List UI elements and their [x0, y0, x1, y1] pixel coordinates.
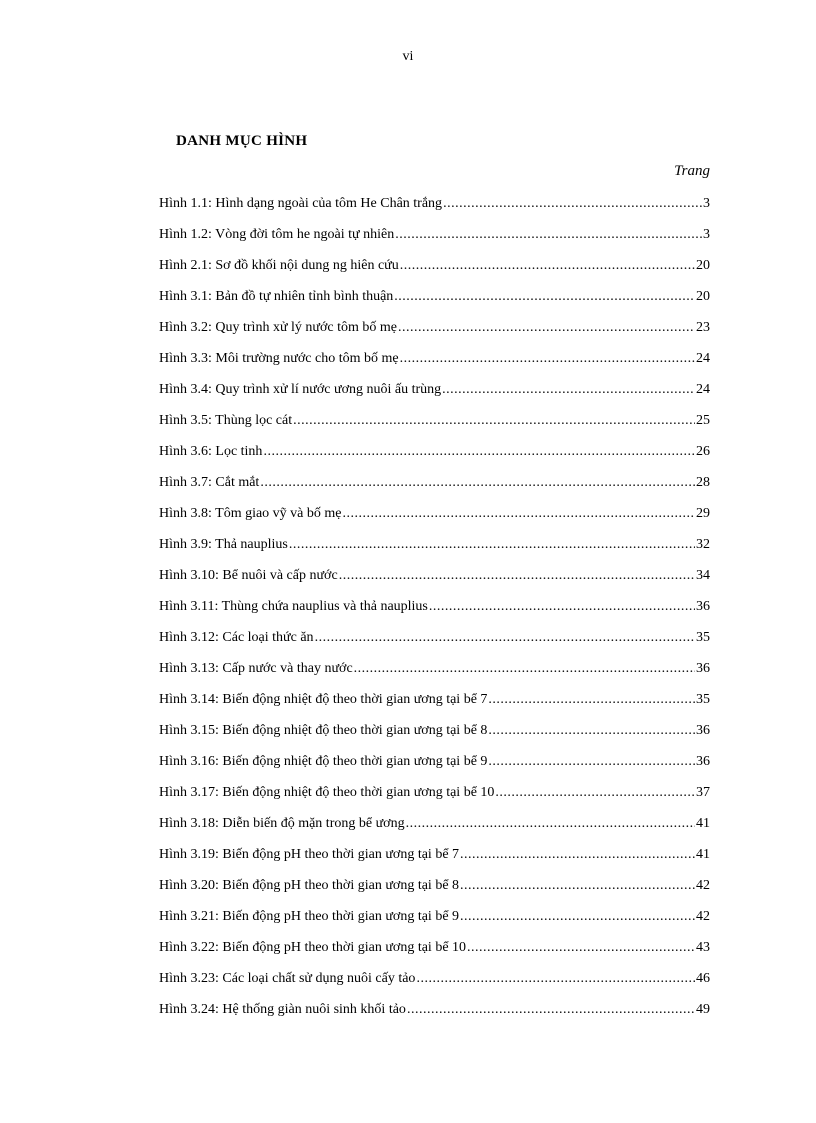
figure-entry-label: Hình 3.5: Thùng lọc cát: [159, 413, 293, 428]
figure-entry-page: 23: [696, 320, 710, 335]
dot-leader: [495, 783, 695, 803]
figure-entry[interactable]: [159, 379, 710, 410]
figure-entry-page: 43: [696, 940, 710, 955]
dot-leader: [406, 814, 695, 834]
dot-leader: [400, 349, 695, 369]
dot-leader: [339, 566, 695, 586]
figure-entry[interactable]: [159, 503, 710, 534]
figure-entry[interactable]: [159, 317, 710, 348]
dot-leader: [395, 225, 702, 245]
figure-entry-label: Hình 3.12: Các loại thức ăn: [159, 630, 314, 645]
figure-entry-page: 46: [696, 971, 710, 986]
figure-entry-label: Hình 3.4: Quy trình xử lí nước ương nuôi ấu trùng: [159, 382, 442, 397]
figure-entry[interactable]: [159, 875, 710, 906]
figure-entry-page: 24: [696, 382, 710, 397]
figure-entry[interactable]: [159, 627, 710, 658]
figure-entry-page: 20: [696, 258, 710, 273]
figure-entry[interactable]: [159, 999, 710, 1030]
figure-entry-label: Hình 3.1: Bản đồ tự nhiên tỉnh bình thuận: [159, 289, 394, 304]
figure-entry-page: 32: [696, 537, 710, 552]
dot-leader: [460, 907, 695, 927]
figure-entry-label: Hình 3.22: Biến động pH theo thời gian ương tại bể 10: [159, 940, 467, 955]
figure-list: [159, 193, 710, 1030]
dot-leader: [488, 690, 695, 710]
figure-entry[interactable]: [159, 782, 710, 813]
figure-entry-label: Hình 3.6: Lọc tinh: [159, 444, 263, 459]
figure-entry-label: Hình 3.13: Cấp nước và thay nước: [159, 661, 353, 676]
dot-leader: [354, 659, 695, 679]
dot-leader: [343, 504, 696, 524]
figure-entry[interactable]: [159, 472, 710, 503]
figure-entry-label: Hình 3.9: Thả nauplius: [159, 537, 288, 552]
figure-entry-label: Hình 3.20: Biến động pH theo thời gian ương tại bể 8: [159, 878, 460, 893]
figure-entry-page: 35: [696, 692, 710, 707]
figure-entry-label: Hình 3.2: Quy trình xử lý nước tôm bố mẹ: [159, 320, 398, 335]
figure-entry-label: Hình 3.11: Thùng chứa nauplius và thả nauplius: [159, 599, 428, 614]
figure-entry[interactable]: [159, 193, 710, 224]
figure-entry[interactable]: [159, 534, 710, 565]
figure-entry-page: 34: [696, 568, 710, 583]
figure-entry-page: 41: [696, 847, 710, 862]
figure-entry-label: Hình 3.18: Diễn biến độ mặn trong bể ương: [159, 816, 405, 831]
figure-entry-label: Hình 3.8: Tôm giao vỹ và bố mẹ: [159, 506, 342, 521]
figure-entry-page: 36: [696, 661, 710, 676]
figure-entry-page: 49: [696, 1002, 710, 1017]
figure-entry-label: Hình 3.7: Cắt mắt: [159, 475, 260, 490]
figure-entry-label: Hình 3.24: Hệ thống giàn nuôi sinh khối tảo: [159, 1002, 406, 1017]
figure-entry-page: 42: [696, 909, 710, 924]
figure-entry-label: Hình 3.21: Biến động pH theo thời gian ương tại bể 9: [159, 909, 460, 924]
dot-leader: [315, 628, 695, 648]
figure-entry[interactable]: [159, 689, 710, 720]
dot-leader: [488, 752, 695, 772]
page-title: DANH MỤC HÌNH: [176, 133, 308, 149]
figure-entry-label: Hình 3.10: Bể nuôi và cấp nước: [159, 568, 338, 583]
figure-entry[interactable]: [159, 751, 710, 782]
figure-entry-page: 36: [696, 723, 710, 738]
figure-entry-label: Hình 3.19: Biến động pH theo thời gian ương tại bể 7: [159, 847, 460, 862]
dot-leader: [488, 721, 695, 741]
figure-entry-label: Hình 1.2: Vòng đời tôm he ngoài tự nhiên: [159, 227, 395, 242]
dot-leader: [416, 969, 695, 989]
dot-leader: [467, 938, 695, 958]
dot-leader: [460, 876, 695, 896]
figure-entry-page: 28: [696, 475, 710, 490]
figure-entry-page: 41: [696, 816, 710, 831]
figure-entry-label: Hình 3.17: Biến động nhiệt độ theo thời gian ương tại bể 10: [159, 785, 495, 800]
figure-entry-page: 29: [696, 506, 710, 521]
dot-leader: [260, 473, 695, 493]
figure-entry[interactable]: [159, 565, 710, 596]
dot-leader: [407, 1000, 695, 1020]
dot-leader: [400, 256, 695, 276]
figure-entry[interactable]: [159, 255, 710, 286]
page-number: vi: [402, 49, 414, 64]
figure-entry-label: Hình 1.1: Hình dạng ngoài của tôm He Chân trắng: [159, 196, 443, 211]
figure-entry[interactable]: [159, 720, 710, 751]
figure-entry[interactable]: [159, 937, 710, 968]
dot-leader: [460, 845, 695, 865]
dot-leader: [263, 442, 695, 462]
figure-entry[interactable]: [159, 596, 710, 627]
figure-entry-page: 3: [703, 196, 710, 211]
figure-entry-page: 20: [696, 289, 710, 304]
figure-entry-page: 37: [696, 785, 710, 800]
dot-leader: [289, 535, 695, 555]
figure-entry[interactable]: [159, 441, 710, 472]
figure-entry-label: Hình 3.23: Các loại chất sử dụng nuôi cấy tảo: [159, 971, 416, 986]
figure-entry-label: Hình 3.15: Biến động nhiệt độ theo thời gian ương tại bể 8: [159, 723, 488, 738]
figure-entry[interactable]: [159, 658, 710, 689]
figure-entry-label: Hình 3.14: Biến động nhiệt độ theo thời gian ương tại bể 7: [159, 692, 488, 707]
figure-entry-page: 25: [696, 413, 710, 428]
dot-leader: [429, 597, 695, 617]
figure-entry-page: 26: [696, 444, 710, 459]
figure-entry-page: 35: [696, 630, 710, 645]
figure-entry[interactable]: [159, 224, 710, 255]
figure-entry[interactable]: [159, 813, 710, 844]
dot-leader: [442, 380, 695, 400]
figure-entry[interactable]: [159, 968, 710, 999]
dot-leader: [398, 318, 695, 338]
figure-entry[interactable]: [159, 286, 710, 317]
dot-leader: [394, 287, 695, 307]
figure-entry-page: 3: [703, 227, 710, 242]
figure-entry-page: 36: [696, 599, 710, 614]
page-column-header: Trang: [674, 163, 710, 179]
figure-entry-page: 42: [696, 878, 710, 893]
figure-entry-page: 36: [696, 754, 710, 769]
dot-leader: [293, 411, 695, 431]
dot-leader: [443, 194, 702, 214]
figure-entry-label: Hình 2.1: Sơ đồ khối nội dung ng hiên cứu: [159, 258, 399, 273]
figure-entry[interactable]: [159, 410, 710, 441]
figure-entry[interactable]: [159, 906, 710, 937]
figure-entry-page: 24: [696, 351, 710, 366]
figure-entry-label: Hình 3.3: Môi trường nước cho tôm bố mẹ: [159, 351, 399, 366]
figure-entry[interactable]: [159, 844, 710, 875]
figure-entry[interactable]: [159, 348, 710, 379]
figure-entry-label: Hình 3.16: Biến động nhiệt độ theo thời gian ương tại bể 9: [159, 754, 488, 769]
